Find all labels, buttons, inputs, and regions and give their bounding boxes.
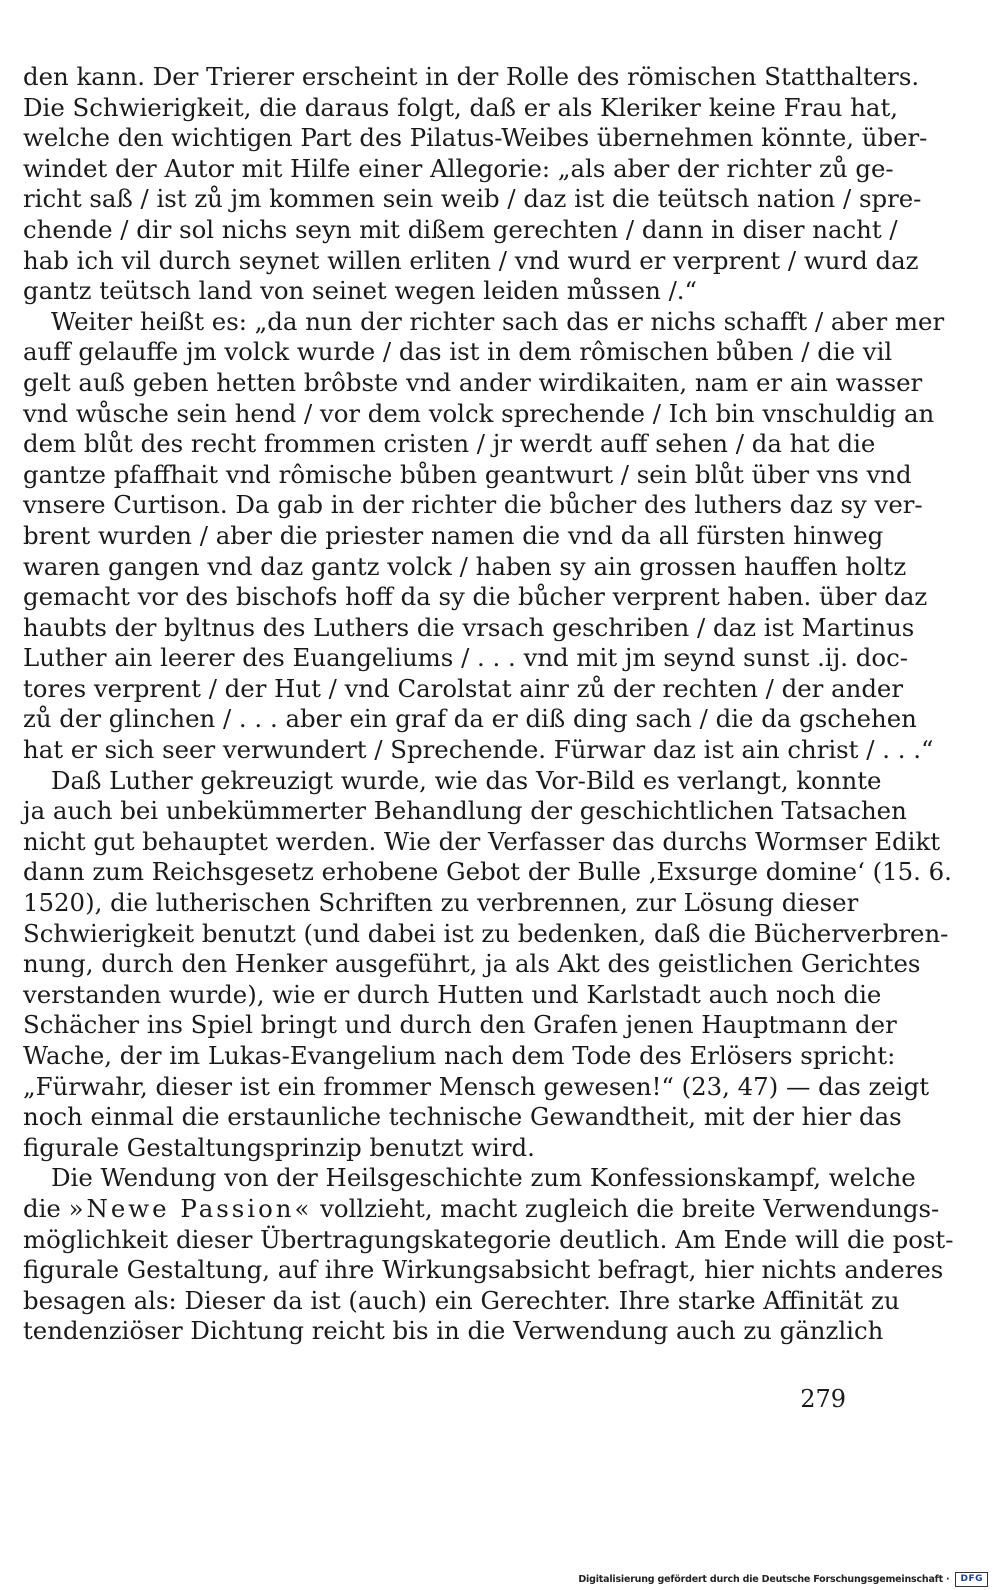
text-line: vnsere Curtison. Da gab in der richter die bůcher des luthers daz sy ver- <box>23 490 923 520</box>
digitization-footer <box>0 1568 1000 1590</box>
text-line: noch einmal die erstaunliche technische Gewandtheit, mit der hier das <box>23 1102 902 1132</box>
body-text <box>23 62 954 1347</box>
text-line: Schwierigkeit benutzt (und dabei ist zu bedenken, daß die Bücherverbren- <box>23 918 949 948</box>
text-line: waren gangen vnd daz gantz volck / haben sy ain grossen hauffen holtz <box>23 551 907 581</box>
line-rest: vollzieht, macht zugleich die breite Verwendungs- <box>320 1193 940 1223</box>
text-line: hab ich vil durch seynet willen erliten / vnd wurd er verprent / wurd daz <box>23 245 919 275</box>
text-line: Wache, der im Lukas-Evangelium nach dem Tode des Erlösers spricht: <box>23 1041 896 1070</box>
dfg-logo-icon: DFG <box>955 1572 988 1587</box>
text-line: hat er sich seer verwundert / Sprechende. Fürwar daz ist ain christ / . . .“ <box>23 735 934 765</box>
text-line: figurale Gestaltungsprinzip benutzt wird. <box>23 1132 535 1162</box>
text-line: zů der glinchen / . . . aber ein graf da er diß ding sach / die da gschehen <box>23 704 917 734</box>
text-line: dem blůt des recht frommen cristen / jr werdt auff sehen / da hat die <box>23 429 876 459</box>
text-line: Schächer ins Spiel bringt und durch den Grafen jenen Hauptmann der <box>23 1010 897 1040</box>
text-line: Die Schwierigkeit, die daraus folgt, daß er als Kleriker keine Frau hat, <box>23 92 899 122</box>
footer-credit: Digitalisierung gefördert durch die Deutsche Forschungsgemeinschaft · <box>578 1573 950 1585</box>
text-line: tores verprent / der Hut / vnd Carolstat ainr zů der rechten / der ander <box>23 673 904 703</box>
text-line: auff gelauffe jm volck wurde / das ist in dem rômischen bůben / die vil <box>23 337 893 367</box>
text-line: besagen als: Dieser da ist (auch) ein Gerechter. Ihre starke Affinität zu <box>23 1285 900 1315</box>
text-line: windet der Autor mit Hilfe einer Allegorie: „als aber der richter zů ge- <box>23 153 894 183</box>
text-line: gemacht vor des bischofs hoff da sy die bůcher verprent haben. über daz <box>23 582 928 612</box>
text-line: „Fürwahr, dieser ist ein frommer Mensch gewesen!“ (23, 47) — das zeigt <box>23 1071 930 1101</box>
text-line: den kann. Der Trierer erscheint in der Rolle des römischen Statthalters. <box>23 62 920 91</box>
text-line: verstanden wurde), wie er durch Hutten und Karlstadt auch noch die <box>23 979 882 1009</box>
text-line: 1520), die lutherischen Schriften zu verbrennen, zur Lösung dieser <box>23 888 859 918</box>
text-line: haubts der byltnus des Luthers die vrsach geschriben / daz ist Martinus <box>23 612 915 642</box>
text-line: ja auch bei unbekümmerter Behandlung der geschichtlichen Tatsachen <box>23 796 907 826</box>
text-line: gantze pfaffhait vnd rômische bůben geantwurt / sein blůt über vns vnd <box>23 459 912 489</box>
text-line: Die Wendung von der Heilsgeschichte zum Konfessionskampf, welche <box>51 1163 916 1193</box>
line-prefix: die <box>23 1193 69 1223</box>
text-line: gantz teütsch land von seinet wegen leiden můssen /.“ <box>23 276 698 306</box>
work-title: »Newe Passion« <box>68 1193 313 1223</box>
text-line: möglichkeit dieser Übertragungskategorie deutlich. Am Ende will die post- <box>23 1224 954 1254</box>
text-line: vnd wůsche sein hend / vor dem volck sprechende / Ich bin vnschuldig an <box>23 398 935 428</box>
text-line <box>23 1193 940 1225</box>
text-line: dann zum Reichsgesetz erhobene Gebot der Bulle ‚Exsurge domine‘ (15. 6. <box>23 857 952 887</box>
text-line: figurale Gestaltung, auf ihre Wirkungsabsicht befragt, hier nichts anderes <box>23 1255 944 1285</box>
text-line: tendenziöser Dichtung reicht bis in die Verwendung auch zu gänzlich <box>23 1316 884 1346</box>
text-line: nung, durch den Henker ausgeführt, ja als Akt des geistlichen Gerichtes <box>23 949 921 979</box>
text-line: Weiter heißt es: „da nun der richter sach das er nichs schafft / aber mer <box>51 306 945 336</box>
text-line: Luther ain leerer des Euangeliums / . . . vnd mit jm seynd sunst .ij. doc- <box>23 643 908 673</box>
text-line: nicht gut behauptet werden. Wie der Verfasser das durchs Wormser Edikt <box>23 826 941 856</box>
text-line: richt saß / ist zů jm kommen sein weib / daz ist die teütsch nation / spre- <box>23 184 922 214</box>
text-line: chende / dir sol nichs seyn mit dißem gerechten / dann in diser nacht / <box>23 214 898 244</box>
text-line: welche den wichtigen Part des Pilatus-Weibes übernehmen könnte, über- <box>23 123 928 153</box>
text-line: brent wurden / aber die priester namen die vnd da all fürsten hinweg <box>23 520 884 550</box>
page-number: 279 <box>800 1385 846 1413</box>
text-line: gelt auß geben hetten brôbste vnd ander wirdikaiten, nam er ain wasser <box>23 367 923 397</box>
text-line: Daß Luther gekreuzigt wurde, wie das Vor-Bild es verlangt, konnte <box>51 765 882 795</box>
